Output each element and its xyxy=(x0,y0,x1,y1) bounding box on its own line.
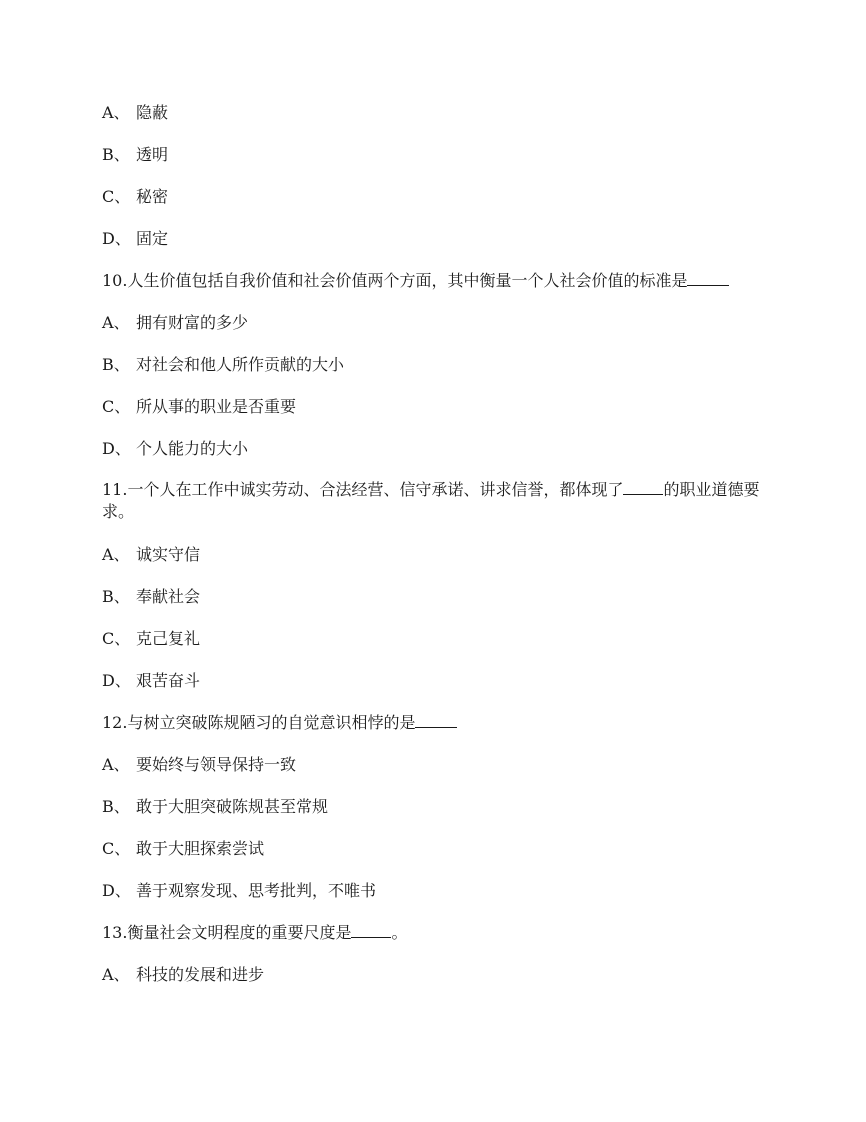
option-letter: A、 xyxy=(102,545,130,564)
option-c-q12 xyxy=(102,839,264,859)
option-text: 要始终与领导保持一致 xyxy=(136,755,297,774)
question-10 xyxy=(102,271,729,291)
question-text-end: 。 xyxy=(391,923,408,942)
option-text: 拥有财富的多少 xyxy=(136,313,249,332)
option-text: 奉献社会 xyxy=(136,587,201,606)
option-letter: B、 xyxy=(102,145,130,164)
option-b-q10 xyxy=(102,355,344,375)
answer-blank xyxy=(351,923,391,938)
option-b-q9 xyxy=(102,145,168,165)
option-letter: D、 xyxy=(102,439,131,458)
option-a-q9 xyxy=(102,103,168,123)
question-text: 13.衡量社会文明程度的重要尺度是 xyxy=(102,923,352,942)
option-text: 隐蔽 xyxy=(136,103,169,122)
option-c-q9 xyxy=(102,187,168,207)
option-text: 固定 xyxy=(136,229,169,248)
option-text: 敢于大胆突破陈规甚至常规 xyxy=(136,797,329,816)
option-d-q12 xyxy=(102,881,376,901)
option-letter: B、 xyxy=(102,587,130,606)
option-text: 透明 xyxy=(136,145,169,164)
option-b-q12 xyxy=(102,797,328,817)
option-letter: C、 xyxy=(102,397,131,416)
question-11 xyxy=(102,479,762,523)
option-a-q12 xyxy=(102,755,296,775)
option-text: 对社会和他人所作贡献的大小 xyxy=(136,355,345,374)
option-b-q11 xyxy=(102,587,200,607)
option-letter: D、 xyxy=(102,229,131,248)
question-text-end: 的职业道德要求。 xyxy=(102,480,760,521)
option-letter: C、 xyxy=(102,187,131,206)
option-c-q11 xyxy=(102,629,200,649)
answer-blank xyxy=(415,713,457,728)
answer-blank xyxy=(623,480,663,495)
answer-blank xyxy=(687,271,729,286)
option-text: 善于观察发现、思考批判，不唯书 xyxy=(136,881,377,900)
question-text: 10.人生价值包括自我价值和社会价值两个方面，其中衡量一个人社会价值的标准是 xyxy=(102,271,688,290)
option-text: 艰苦奋斗 xyxy=(136,671,201,690)
option-a-q13 xyxy=(102,965,264,985)
question-text: 11.一个人在工作中诚实劳动、合法经营、信守承诺、讲求信誉，都体现了 xyxy=(102,480,624,499)
option-d-q9 xyxy=(102,229,168,249)
option-text: 个人能力的大小 xyxy=(136,439,249,458)
option-letter: A、 xyxy=(102,313,130,332)
option-letter: B、 xyxy=(102,355,130,374)
question-text: 12.与树立突破陈规陋习的自觉意识相悖的是 xyxy=(102,713,416,732)
option-d-q11 xyxy=(102,671,200,691)
option-text: 所从事的职业是否重要 xyxy=(136,397,297,416)
option-text: 诚实守信 xyxy=(136,545,201,564)
option-d-q10 xyxy=(102,439,248,459)
option-a-q10 xyxy=(102,313,248,333)
option-text: 秘密 xyxy=(136,187,169,206)
option-c-q10 xyxy=(102,397,296,417)
option-text: 敢于大胆探索尝试 xyxy=(136,839,265,858)
option-text: 科技的发展和进步 xyxy=(136,965,265,984)
option-letter: A、 xyxy=(102,103,130,122)
option-letter: C、 xyxy=(102,629,131,648)
option-a-q11 xyxy=(102,545,200,565)
option-letter: D、 xyxy=(102,671,131,690)
question-13 xyxy=(102,923,407,943)
option-letter: D、 xyxy=(102,881,131,900)
option-letter: A、 xyxy=(102,755,130,774)
option-letter: C、 xyxy=(102,839,131,858)
option-letter: B、 xyxy=(102,797,130,816)
question-12 xyxy=(102,713,457,733)
option-letter: A、 xyxy=(102,965,130,984)
option-text: 克己复礼 xyxy=(136,629,201,648)
